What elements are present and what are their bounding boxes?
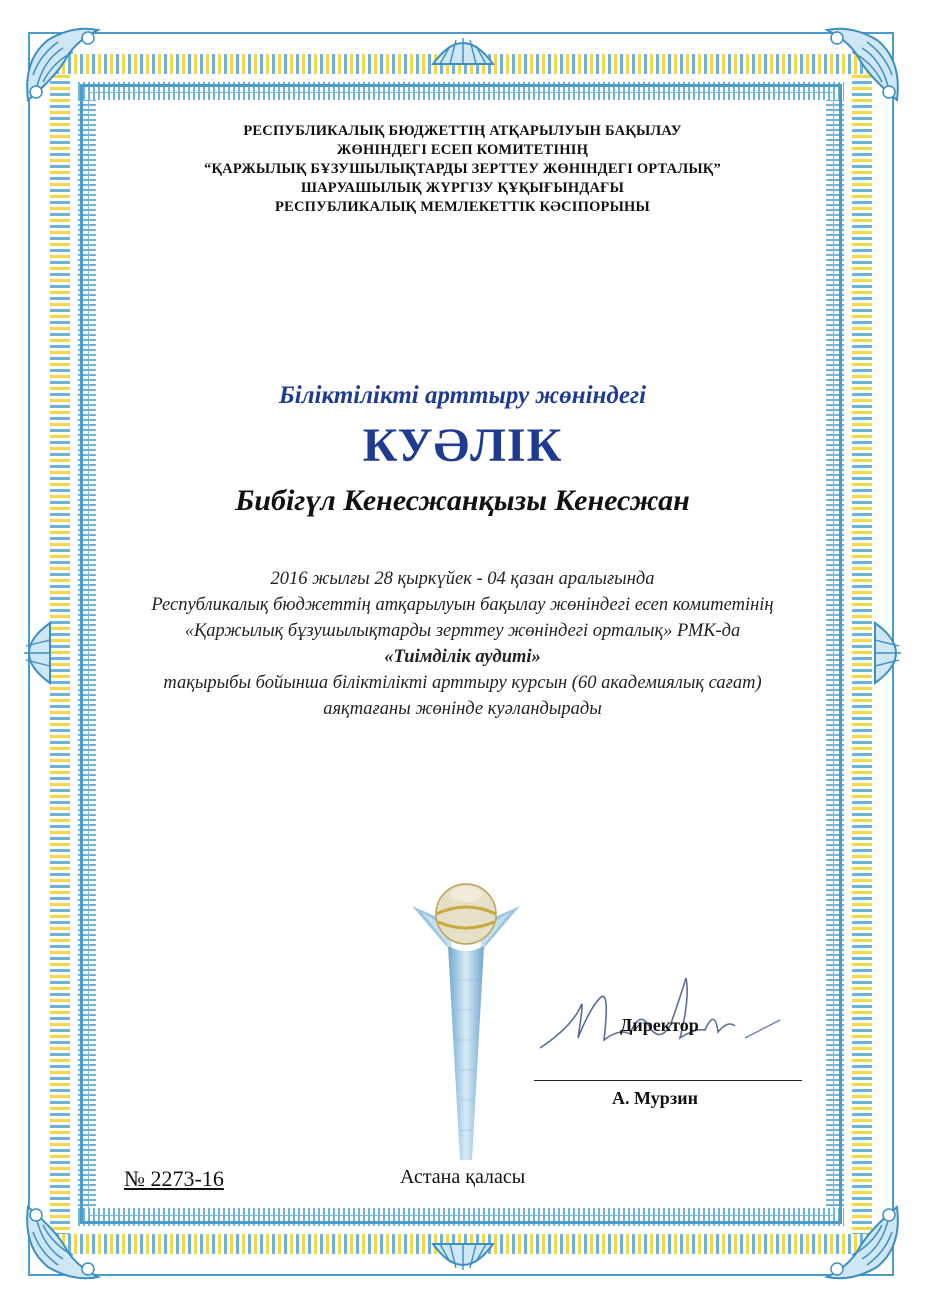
baiterek-tower-icon — [408, 860, 524, 1170]
corner-ornament-icon — [18, 20, 108, 110]
issuer-header — [150, 122, 775, 217]
signatory-name: А. Мурзин — [612, 1088, 698, 1108]
shell-ornament-icon — [871, 620, 911, 686]
issuer-line: ЖӨНІНДЕГІ ЕСЕП КОМИТЕТІНІҢ — [336, 142, 589, 158]
issue-city: Астана қаласы — [400, 1166, 526, 1188]
corner-ornament-icon — [817, 20, 907, 110]
shell-ornament-icon — [14, 620, 54, 686]
certificate-subtitle: Біліктілікті арттыру жөніндегі — [278, 382, 647, 409]
shell-ornament-icon — [430, 1240, 496, 1280]
body-line: 2016 жылғы 28 қыркүйек - 04 қазан аралығында — [270, 569, 655, 589]
certificate-title: КУӘЛІК — [362, 419, 563, 472]
body-line: «Қаржылық бұзушылықтарды зерттеу жөніндегі орталық» РМК-да — [184, 621, 741, 641]
corner-ornament-icon — [817, 1197, 907, 1287]
corner-ornament-icon — [18, 1197, 108, 1287]
certificate-body — [110, 566, 815, 722]
body-line: Республикалық бюджеттің атқарылуын бақылау жөніндегі есеп комитетінің — [151, 595, 774, 615]
signature-line — [534, 1080, 802, 1081]
course-title: «Тиімділік аудиті» — [384, 647, 541, 667]
issuer-line: РЕСПУБЛИКАЛЫҚ БЮДЖЕТТІҢ АТҚАРЫЛУЫН БАҚЫЛАУ — [243, 123, 682, 139]
issuer-line: РЕСПУБЛИКАЛЫҚ МЕМЛЕКЕТТІК КӘСІПОРЫНЫ — [275, 199, 650, 215]
body-line: аяқтағаны жөнінде куәландырады — [323, 699, 602, 719]
body-line: тақырыбы бойынша біліктілікті арттыру курсын (60 академиялық сағат) — [163, 673, 762, 693]
issuer-line: ШАРУАШЫЛЫҚ ЖҮРГІЗУ ҚҰҚЫҒЫНДАҒЫ — [300, 180, 625, 196]
recipient-name: Бибігүл Кенесжанқызы Кенесжан — [235, 484, 690, 517]
shell-ornament-icon — [430, 28, 496, 68]
certificate-number: № 2273-16 — [124, 1166, 224, 1191]
issuer-line: “ҚАРЖЫЛЫҚ БҰЗУШЫЛЫҚТАРДЫ ЗЕРТТЕУ ЖӨНІНДЕГІ ОРТАЛЫҚ” — [204, 161, 721, 177]
signatory-title: Директор — [620, 1015, 699, 1035]
